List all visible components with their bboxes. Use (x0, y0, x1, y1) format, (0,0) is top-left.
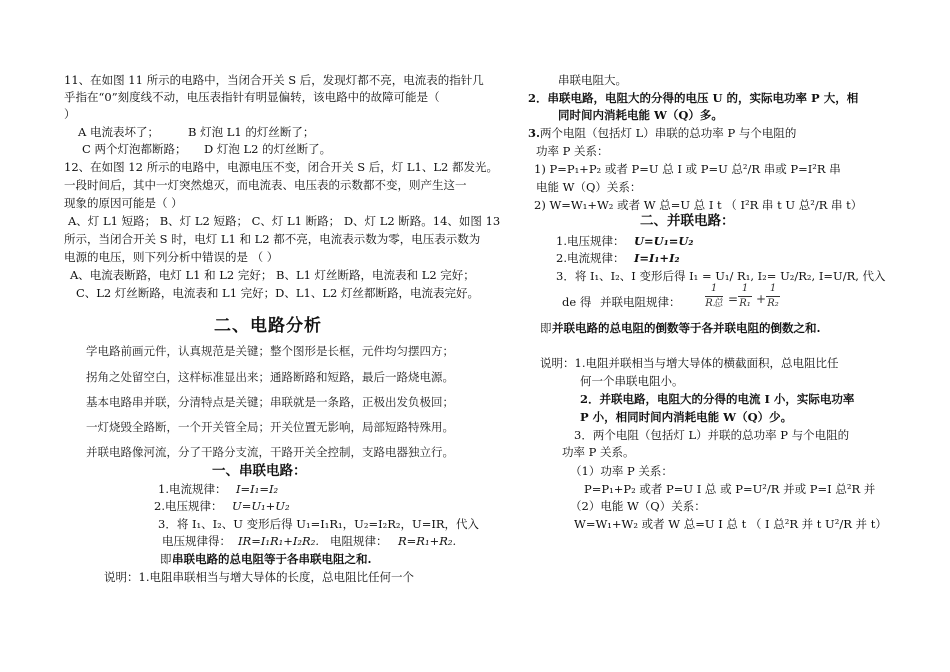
q11-option-b: B 灯泡 L1 的灯丝断了； (188, 125, 315, 139)
q12-line4: A、灯 L1 短路； B、灯 L2 短路； C、灯 L1 断路； D、灯 L2 断路。14、如图 13 (68, 214, 501, 228)
series-energy-relation: 2) W=W₁+W₂ 或者 W 总=U 总 I t （ I²R 串 t U 总²/R 串 t） (534, 198, 863, 212)
poem-line-3: 基本电路串并联，分清特点是关键；串联就是一条路，正极出发负极回； (86, 395, 454, 409)
fraction-total (705, 283, 723, 310)
parallel-current-label: 2.电流规律： (556, 251, 625, 265)
series-point3-line2: 功率 P 关系： (536, 144, 609, 158)
series-derivation-voltage-law: IR=I₁R₁+I₂R₂. (238, 534, 319, 548)
q11-option-c: C 两个灯泡都断路； (82, 142, 187, 156)
parallel-voltage-label: 1.电压规律： (556, 234, 625, 248)
parallel-current-law: I=I₁+I₂ (634, 251, 680, 265)
q12-line7: A、电流表断路，电灯 L1 和 L2 完好； B、L1 灯丝断路，电流表和 L2 完好； (70, 268, 475, 282)
fraction-total-numerator: 1 (710, 283, 718, 294)
series-voltage-law: U=U₁+U₂ (232, 499, 290, 513)
q12-line5: 所示，当闭合开关 S 时，电灯 L1 和 L2 都不亮，电流表示数为零，电压表示数为 (64, 232, 481, 246)
parallel-energy-label: （2）电能 W（Q）关系： (570, 499, 706, 513)
q12-line1: 12、在如图 12 所示的电路中，电源电压不变，闭合开关 S 后，灯 L1、L2 都发光。 (64, 160, 498, 174)
series-resistance-label: 电阻规律： (330, 534, 388, 548)
series-resistance-law: R=R₁+R₂. (398, 534, 457, 548)
parallel-title: 二、并联电路： (640, 213, 735, 229)
poem-line-5: 并联电路像河流，分了干路分支流，干路开关全控制，支路电器独立行。 (86, 445, 454, 459)
q11-option-a: A 电流表坏了； (78, 125, 159, 139)
series-summary-prefix: 即 (160, 552, 172, 566)
q11-line3: ） (64, 107, 76, 121)
fraction-r2-numerator: 1 (769, 283, 777, 294)
fraction-r2 (766, 283, 780, 310)
series-energy-label: 电能 W（Q）关系： (536, 180, 642, 194)
series-derivation-line1: 3．将 I₁、I₂、U 变形后得 U₁=I₁R₁，U₂=I₂R₂，U=IR，代入 (158, 517, 480, 531)
fraction-total-denominator: R总 (705, 298, 723, 309)
poem-line-2: 拐角之处留空白，这样标准显出来；通路断路和短路，最后一路烧电源。 (86, 370, 454, 384)
series-current-law: I=I₁=I₂ (236, 482, 279, 496)
q12-line8: C、L2 灯丝断路，电流表和 L1 完好；D、L1、L2 灯丝都断路，电流表完好。 (76, 286, 479, 300)
series-point2-line2: 同时间内消耗电能 W（Q）多。 (558, 108, 723, 122)
parallel-note-line1: 说明：1.电阻并联相当与增大导体的横截面积，总电阻比任 (540, 356, 839, 370)
plus-sign: + (756, 292, 767, 306)
q11-option-d: D 灯泡 L2 的灯丝断了。 (204, 142, 332, 156)
q11-line2: 乎指在“0”刻度线不动，电压表指针有明显偏转，该电路中的故障可能是（ (64, 90, 440, 104)
parallel-power-label: （1）功率 P 关系： (570, 464, 673, 478)
series-point3-line1: 两个电阻（包括灯 L）串联的总功率 P 与个电阻的 (540, 126, 797, 140)
parallel-power-relation: P=P₁+P₂ 或者 P=U I 总 或 P=U²/R 并或 P=I 总²R 并 (584, 482, 876, 496)
parallel-voltage-law: U=U₁=U₂ (634, 234, 694, 248)
series-note-line1: 说明：1.电阻串联相当与增大导体的长度，总电阻比任何一个 (104, 570, 414, 584)
equals-sign: = (728, 292, 739, 306)
parallel-note-line2: 何一个串联电阻小。 (580, 374, 684, 388)
poem-line-1: 学电路前画元件，认真规范是关键；整个图形是长框，元件均匀摆四方； (86, 344, 454, 358)
q12-line6: 电源的电压，则下列分析中错误的是 （ ） (64, 250, 279, 264)
poem-line-4: 一灯烧毁全路断，一个开关管全局；开关位置无影响，局部短路特殊用。 (86, 420, 454, 434)
series-summary: 串联电路的总电阻等于各串联电阻之和. (172, 552, 372, 566)
parallel-summary: 并联电路的总电阻的倒数等于各并联电阻的倒数之和. (552, 321, 821, 335)
fraction-r1-denominator: R₁ (739, 298, 751, 309)
parallel-energy-relation: W=W₁+W₂ 或者 W 总=U I 总 t （ I 总²R 并 t U²/R 并 t） (574, 517, 887, 531)
series-power-relation: 1) P=P₁+P₂ 或者 P=U 总 I 或 P=U 总²/R 串或 P=I²R 串 (534, 162, 841, 176)
parallel-derivation-prefix: de 得 (562, 295, 592, 309)
parallel-point2-line2: P 小，相同时间内消耗电能 W（Q）少。 (580, 410, 793, 424)
series-title: 一、串联电路： (212, 463, 307, 479)
series-point3-number: 3. (528, 126, 541, 140)
series-note-continued: 串联电阻大。 (558, 73, 627, 87)
q12-line2: 一段时间后，其中一灯突然熄灭，而电流表、电压表的示数都不变，则产生这一 (64, 178, 467, 192)
fraction-r2-denominator: R₂ (767, 298, 779, 309)
series-point2-line1: 2．串联电路，电阻大的分得的电压 U 的，实际电功率 P 大，相 (528, 91, 859, 105)
series-current-label: 1.电流规律： (158, 482, 227, 496)
series-voltage-label: 2.电压规律： (154, 499, 223, 513)
parallel-resistance-label: 并联电阻规律： (600, 295, 681, 309)
series-derivation-voltage-label: 电压规律得： (162, 534, 231, 548)
section-title: 二、电路分析 (214, 316, 322, 336)
q12-line3: 现象的原因可能是（ ） (64, 196, 183, 210)
fraction-r1-numerator: 1 (741, 283, 749, 294)
parallel-point2-line1: 2．并联电路，电阻大的分得的电流 I 小，实际电功率 (580, 392, 855, 406)
parallel-point3-line1: 3．两个电阻（包括灯 L）并联的总功率 P 与个电阻的 (574, 428, 850, 442)
parallel-derivation-line1: 3．将 I₁、I₂、I 变形后得 I₁ = U₁/ R₁, I₂= U₂/R₂, I=U/R, 代入 (556, 269, 886, 283)
parallel-point3-line2: 功率 P 关系。 (562, 445, 635, 459)
parallel-summary-prefix: 即 (540, 321, 552, 335)
q11-line1: 11、在如图 11 所示的电路中，当闭合开关 S 后，发现灯都不亮，电流表的指针几 (64, 73, 484, 87)
fraction-r1 (738, 283, 752, 310)
